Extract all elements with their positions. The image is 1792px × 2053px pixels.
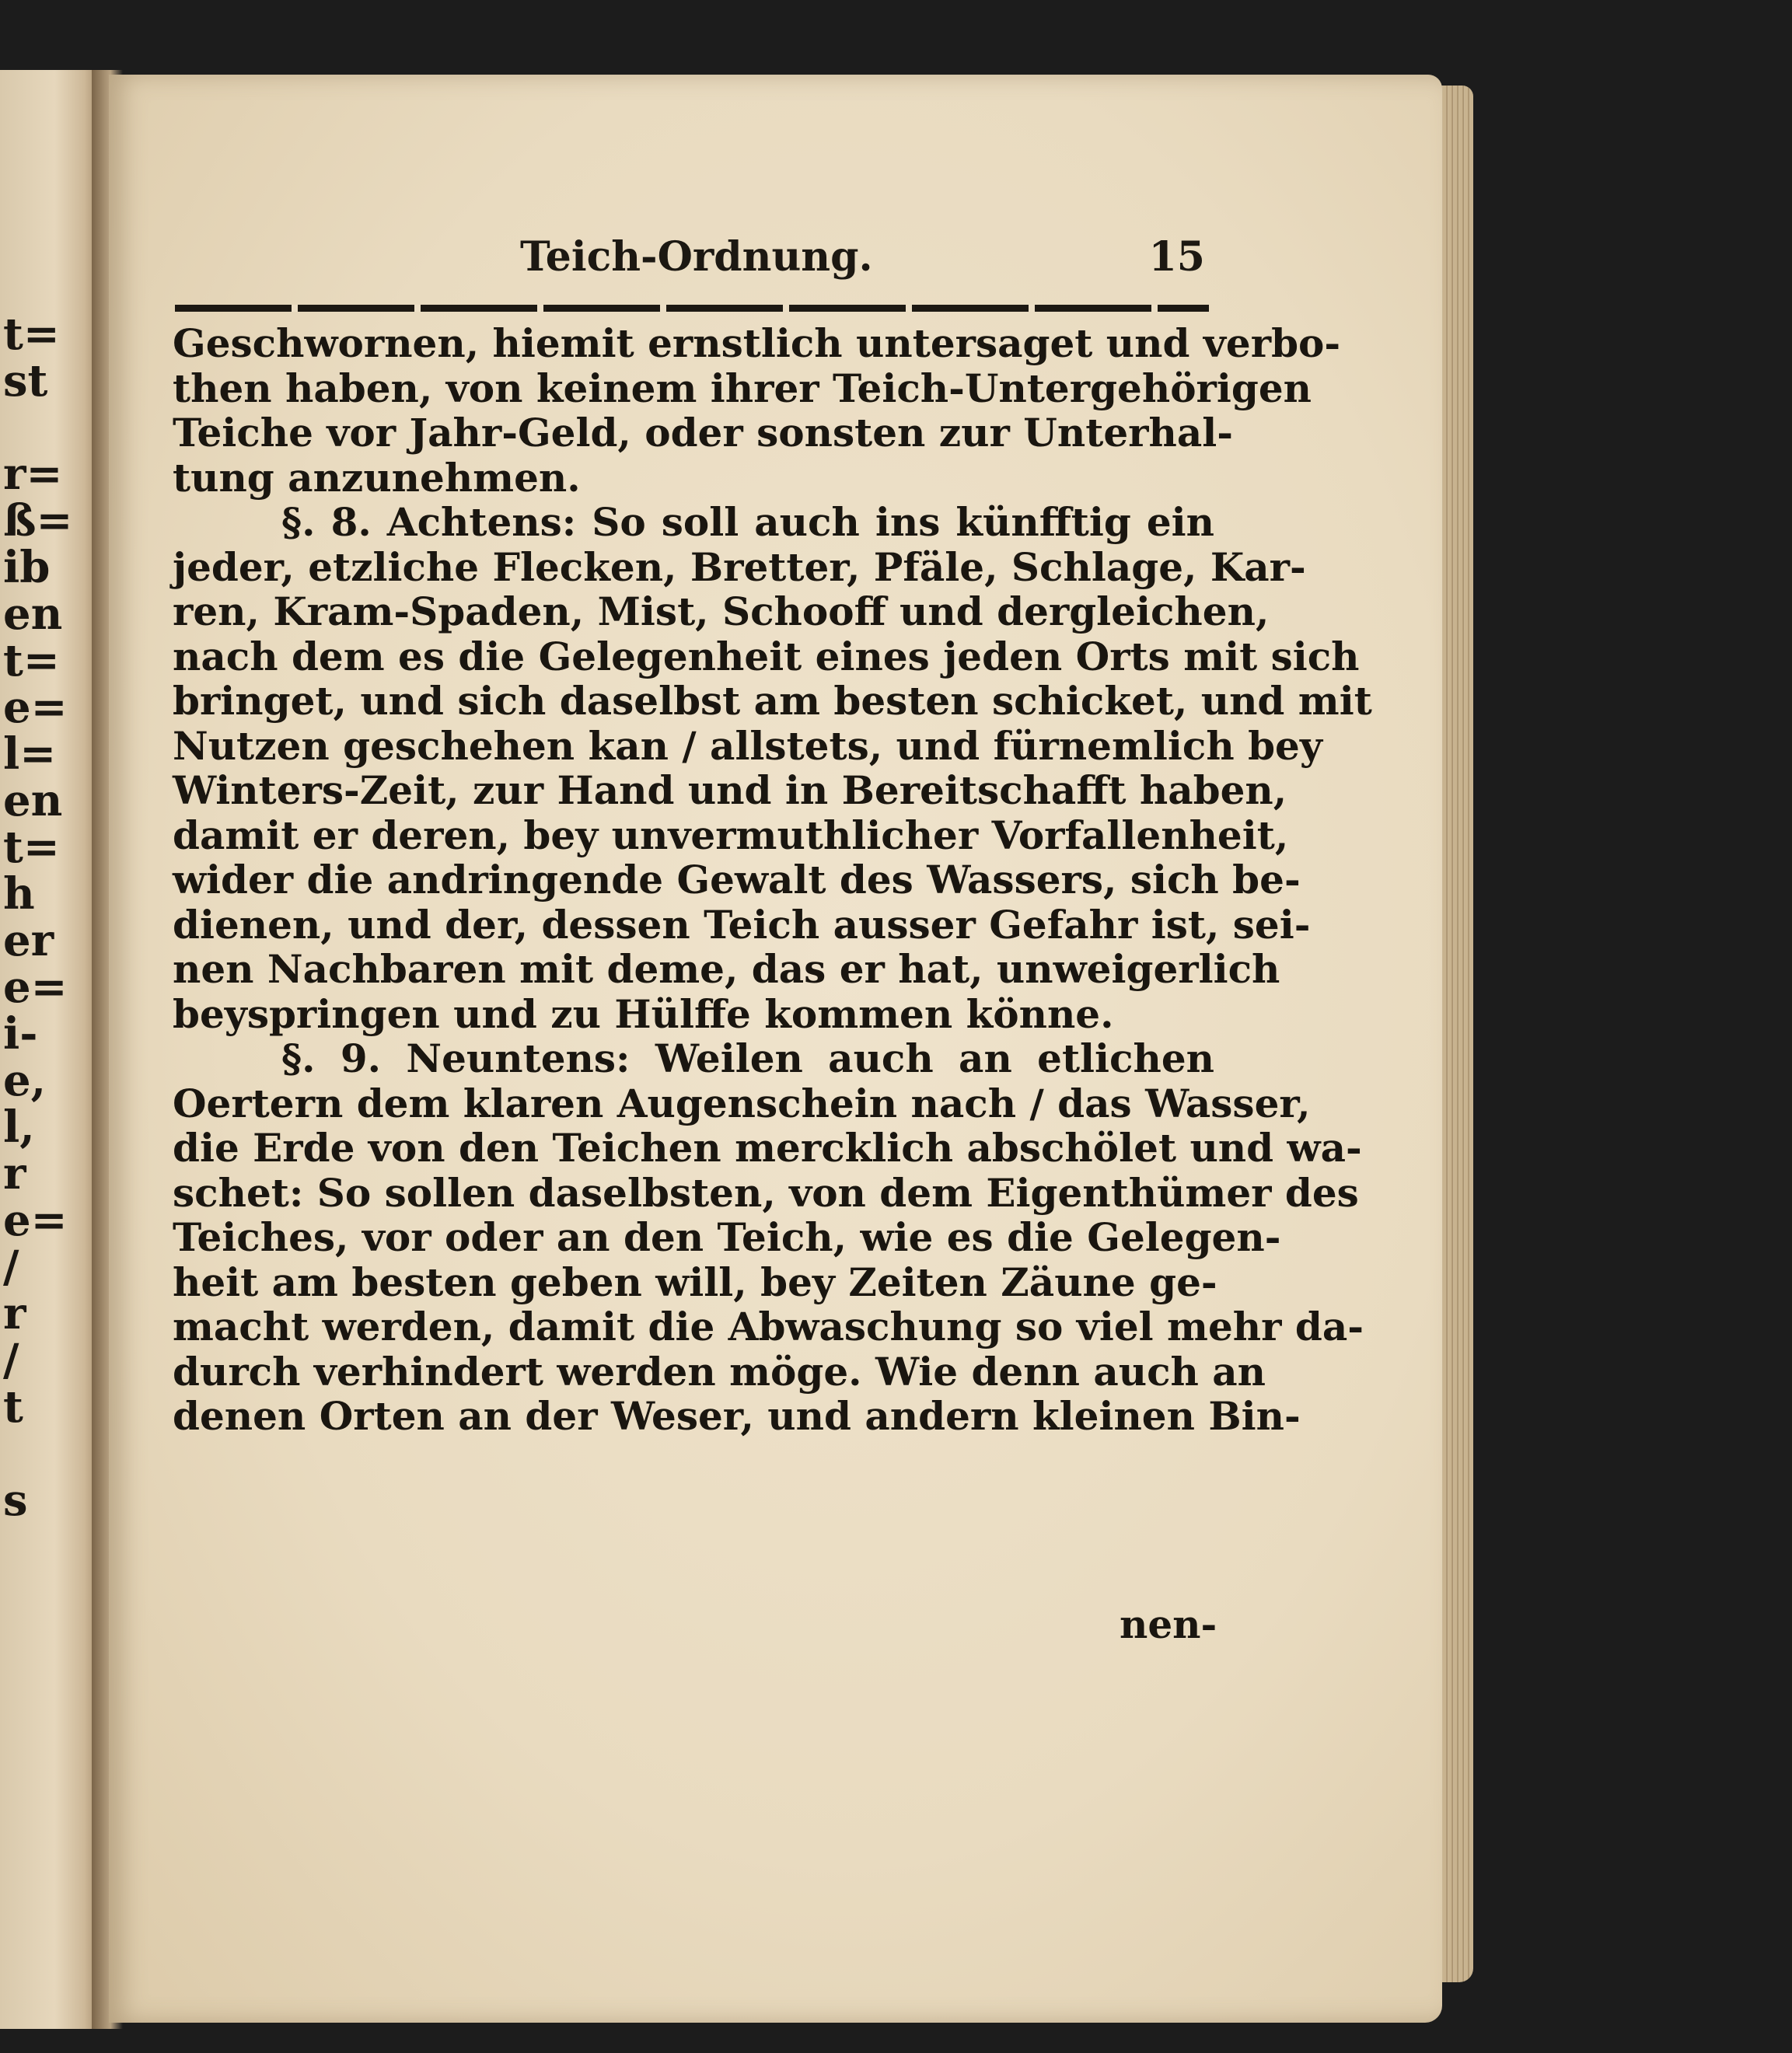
- text-line: damit er deren, bey unvermuthlicher Vorfallenheit,: [173, 812, 1289, 858]
- left-page-fragment: er: [3, 915, 54, 966]
- text-line: dienen, und der, dessen Teich ausser Gefahr ist, sei-: [173, 901, 1311, 948]
- left-page-fragment: t=: [3, 822, 60, 873]
- text-line: §. 9. Neuntens: Weilen auch an etlichen: [281, 1035, 1214, 1081]
- left-page-fragment: ib: [3, 542, 51, 593]
- left-page-fragment: [3, 1430, 81, 1477]
- header-rule: [175, 305, 1209, 312]
- left-page-fragment: s: [3, 1475, 28, 1526]
- left-page-fragment: e=: [3, 1195, 68, 1246]
- left-page-fragment: [3, 404, 81, 451]
- text-line: bringet, und sich daselbst am besten schicket, und mit: [173, 678, 1372, 724]
- left-page-fragment: e=: [3, 682, 68, 733]
- left-page-fragment: /: [3, 1241, 19, 1293]
- left-page-fragment: e=: [3, 962, 68, 1013]
- left-page-fragment: r: [3, 1148, 26, 1199]
- left-page-fragment: h: [3, 868, 35, 920]
- running-title: Teich-Ordnung.: [520, 233, 873, 281]
- text-line: beyspringen und zu Hülffe kommen könne.: [173, 990, 1114, 1037]
- left-page-text-fragments: [3, 311, 81, 1524]
- left-page-fragment: t=: [3, 309, 60, 360]
- text-line: Winters-Zeit, zur Hand und in Bereitschafft haben,: [173, 767, 1287, 813]
- left-page-fragment: st: [3, 355, 48, 407]
- left-page-fragment: r: [3, 1288, 26, 1339]
- text-line: Nutzen geschehen kan / allstets, und fürnemlich bey: [173, 722, 1322, 769]
- left-page-fragment: en: [3, 588, 63, 640]
- text-line: Geschwornen, hiemit ernstlich untersaget und verbo-: [173, 320, 1341, 366]
- left-page-fragment: /: [3, 1335, 19, 1386]
- text-line: jeder, etzliche Flecken, Bretter, Pfäle, Schlage, Kar-: [173, 543, 1306, 590]
- left-page-fragment: l=: [3, 728, 57, 780]
- text-line: nach dem es die Gelegenheit eines jeden Orts mit sich: [173, 633, 1360, 679]
- left-page-fragment: t=: [3, 635, 60, 686]
- left-page-fragment: e,: [3, 1055, 47, 1106]
- text-line: tung anzunehmen.: [173, 454, 581, 501]
- text-line: ren, Kram-Spaden, Mist, Schooff und dergleichen,: [173, 588, 1270, 634]
- left-page-fragment: l,: [3, 1102, 35, 1153]
- page-header: [175, 233, 1221, 295]
- text-line: Teiche vor Jahr-Geld, oder sonsten zur Unterhal-: [173, 410, 1233, 456]
- text-line: heit am besten geben will, bey Zeiten Zäune ge-: [173, 1259, 1217, 1305]
- page-number: 15: [1148, 233, 1205, 281]
- text-line: nen Nachbaren mit deme, das er hat, unweigerlich: [173, 946, 1280, 992]
- text-line: macht werden, damit die Abwaschung so viel mehr da-: [173, 1304, 1364, 1349]
- left-page-edge: [0, 70, 100, 2029]
- left-page-fragment: en: [3, 775, 63, 826]
- text-line: wider die andringende Gewalt des Wassers, sich be-: [173, 857, 1301, 903]
- text-line: then haben, von keinem ihrer Teich-Untergehörigen: [173, 365, 1312, 411]
- text-line: schet: So sollen daselbsten, von dem Eigenthümer des: [173, 1169, 1359, 1216]
- text-line: die Erde von den Teichen mercklich abschölet und wa-: [173, 1125, 1362, 1171]
- text-line: Teiches, vor oder an den Teich, wie es die Gelegen-: [173, 1214, 1281, 1260]
- catchword: nen-: [1120, 1601, 1217, 1647]
- left-page-fragment: r=: [3, 449, 63, 500]
- left-page-fragment: t: [3, 1381, 23, 1433]
- body-text: [173, 320, 1372, 1439]
- text-line: durch verhindert werden möge. Wie denn auch an: [173, 1348, 1266, 1395]
- text-line: denen Orten an der Weser, und andern kleinen Bin-: [173, 1393, 1301, 1439]
- left-page-fragment: i-: [3, 1008, 38, 1060]
- text-line: Oertern dem klaren Augenschein nach / das Wasser,: [173, 1080, 1311, 1126]
- left-page-fragment: ß=: [3, 495, 73, 546]
- text-line: §. 8. Achtens: So soll auch ins künfftig ein: [281, 499, 1214, 545]
